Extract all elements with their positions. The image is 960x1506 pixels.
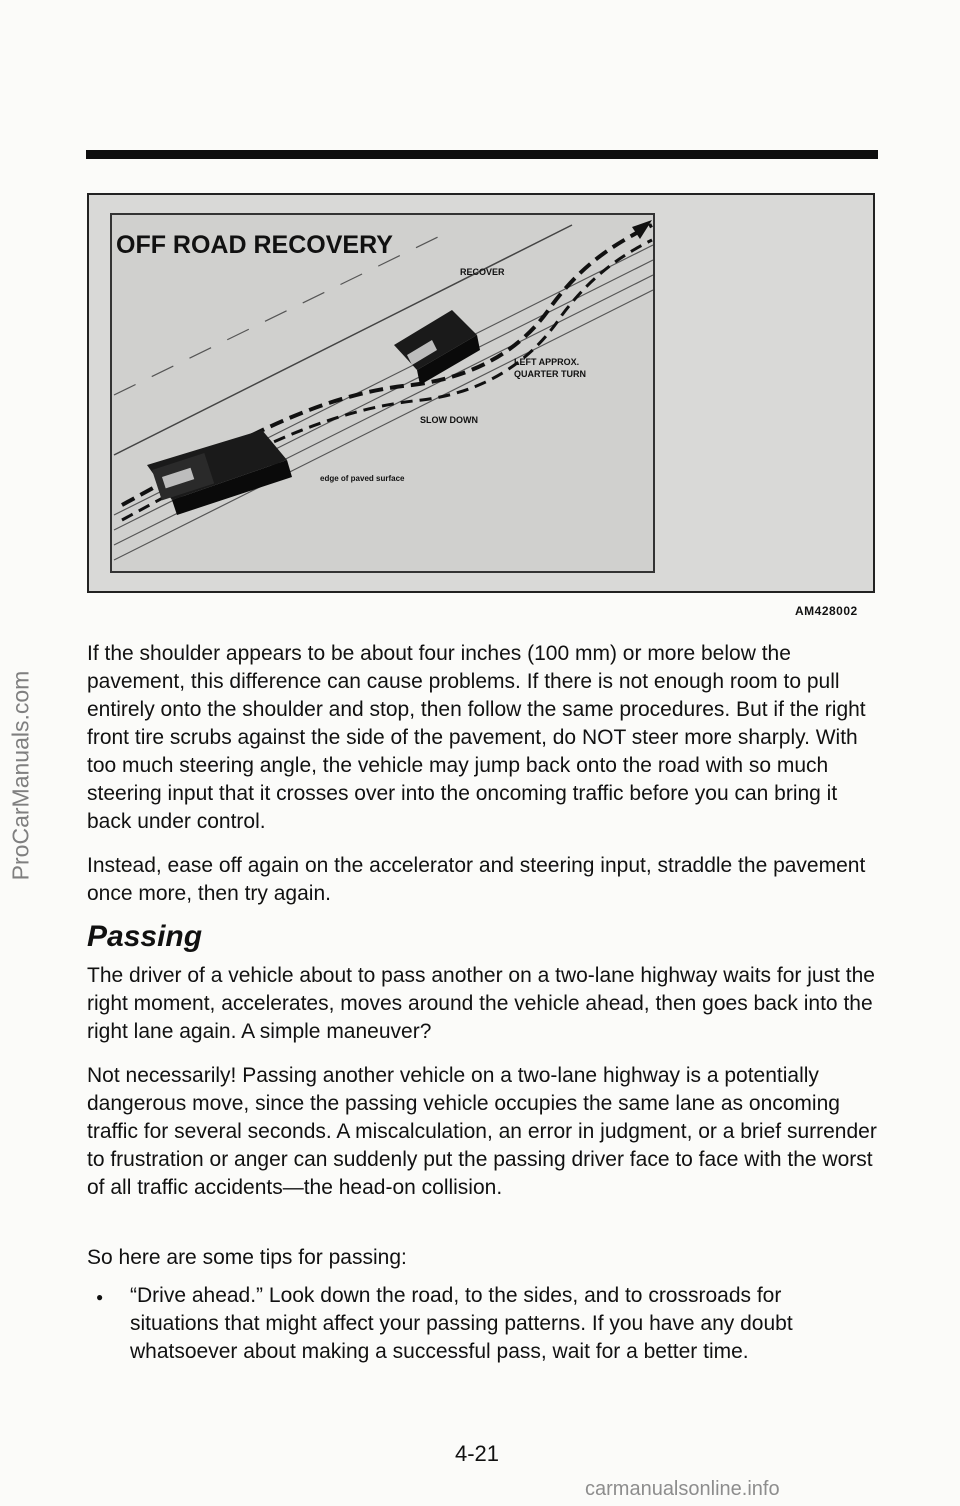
label-left-turn-1: LEFT APPROX. [514,357,580,367]
label-slow-down: SLOW DOWN [420,415,478,425]
paragraph-tips: So here are some tips for passing: [87,1246,407,1269]
bottom-watermark: carmanualsonline.info [585,1478,780,1500]
off-road-recovery-illustration [112,215,653,571]
bullet-drive-ahead: “Drive ahead.” Look down the road, to the sides, and to crossroads for situations that might affect your passing patterns. If you have any doubt whatsoever about making a successful pass, wait for a better time. [130,1284,793,1363]
top-rule [86,150,878,159]
label-edge-paved: edge of paved surface [320,474,405,483]
paragraph-instead: Instead, ease off again on the accelerator and steering input, straddle the pavement once more, then try again. [87,854,866,905]
figure-background [112,215,653,571]
paragraph-driver: The driver of a vehicle about to pass another on a two-lane highway waits for just the right moment, accelerates, moves around the vehicle ahead, then goes back into the right lane again. A simple maneuver? [87,964,875,1043]
section-heading-passing: Passing [87,920,203,953]
label-left-turn-2: QUARTER TURN [514,369,586,379]
off-road-recovery-figure [110,213,655,573]
paragraph-not-necessarily: Not necessarily! Passing another vehicle on a two-lane highway is a potentially dangerous move, since the passing vehicle occupies the same lane as oncoming traffic for several seconds. A miscalculation, an error in judgment, or a brief surrender to frustration or anger can suddenly put the passing driver face to face with the worst of all traffic accidents—the head-on collision. [87,1064,877,1199]
bullet-icon: ● [96,1290,104,1304]
figure-code: AM428002 [795,604,858,618]
side-watermark [6,560,36,990]
figure-title: OFF ROAD RECOVERY [116,231,393,259]
side-watermark-text: ProCarManuals.com [7,670,34,880]
label-recover: RECOVER [460,267,505,277]
page-number: 4-21 [455,1441,500,1466]
paragraph-shoulder: If the shoulder appears to be about four inches (100 mm) or more below the pavement, this difference can cause problems. If there is not enough room to pull entirely onto the shoulder and stop, then follow the same procedures. But if the right front tire scrubs against the side of the pavement, do NOT steer more sharply. With too much steering angle, the vehicle may jump back onto the road with so much steering input that it crosses over into the oncoming traffic before you can bring it back under control. [87,642,866,833]
